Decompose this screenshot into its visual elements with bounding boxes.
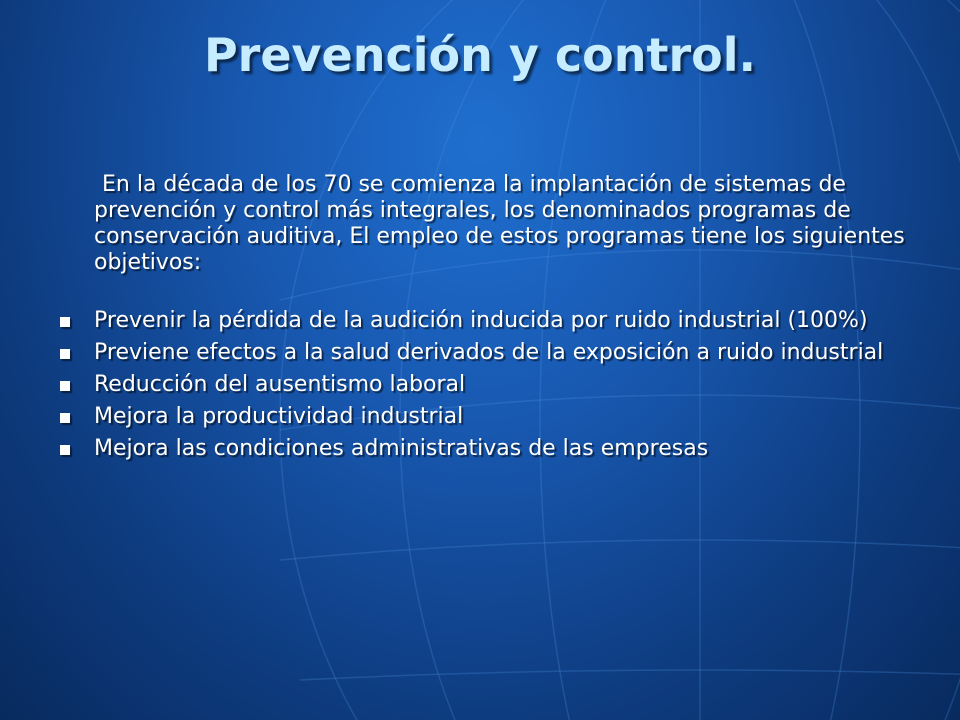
- list-item: [60, 308, 930, 334]
- list-item: [60, 372, 930, 398]
- slide-body: [60, 172, 930, 468]
- square-bullet-icon: [60, 317, 70, 327]
- list-item-text: Mejora la productividad industrial: [94, 404, 464, 429]
- square-bullet-icon: [60, 349, 70, 359]
- square-bullet-icon: [60, 413, 70, 423]
- square-bullet-icon: [60, 381, 70, 391]
- list-item-text: Previene efectos a la salud derivados de la exposición a ruido industrial: [94, 340, 884, 365]
- list-item: [60, 404, 930, 430]
- square-bullet-icon: [60, 445, 70, 455]
- intro-paragraph: En la década de los 70 se comienza la implantación de sistemas de prevención y control más integrales, los denominados programas de conservación auditiva, El empleo de estos programas tiene los siguientes objetivos:: [94, 172, 905, 275]
- list-item-text: Prevenir la pérdida de la audición inducida por ruido industrial (100%): [94, 308, 868, 333]
- list-item: [60, 436, 930, 462]
- list-item: [60, 340, 930, 366]
- slide-title: Prevención y control.: [203, 28, 757, 82]
- objectives-list: [60, 308, 930, 462]
- list-item-text: Reducción del ausentismo laboral: [94, 372, 466, 397]
- list-item-text: Mejora las condiciones administrativas de las empresas: [94, 436, 709, 461]
